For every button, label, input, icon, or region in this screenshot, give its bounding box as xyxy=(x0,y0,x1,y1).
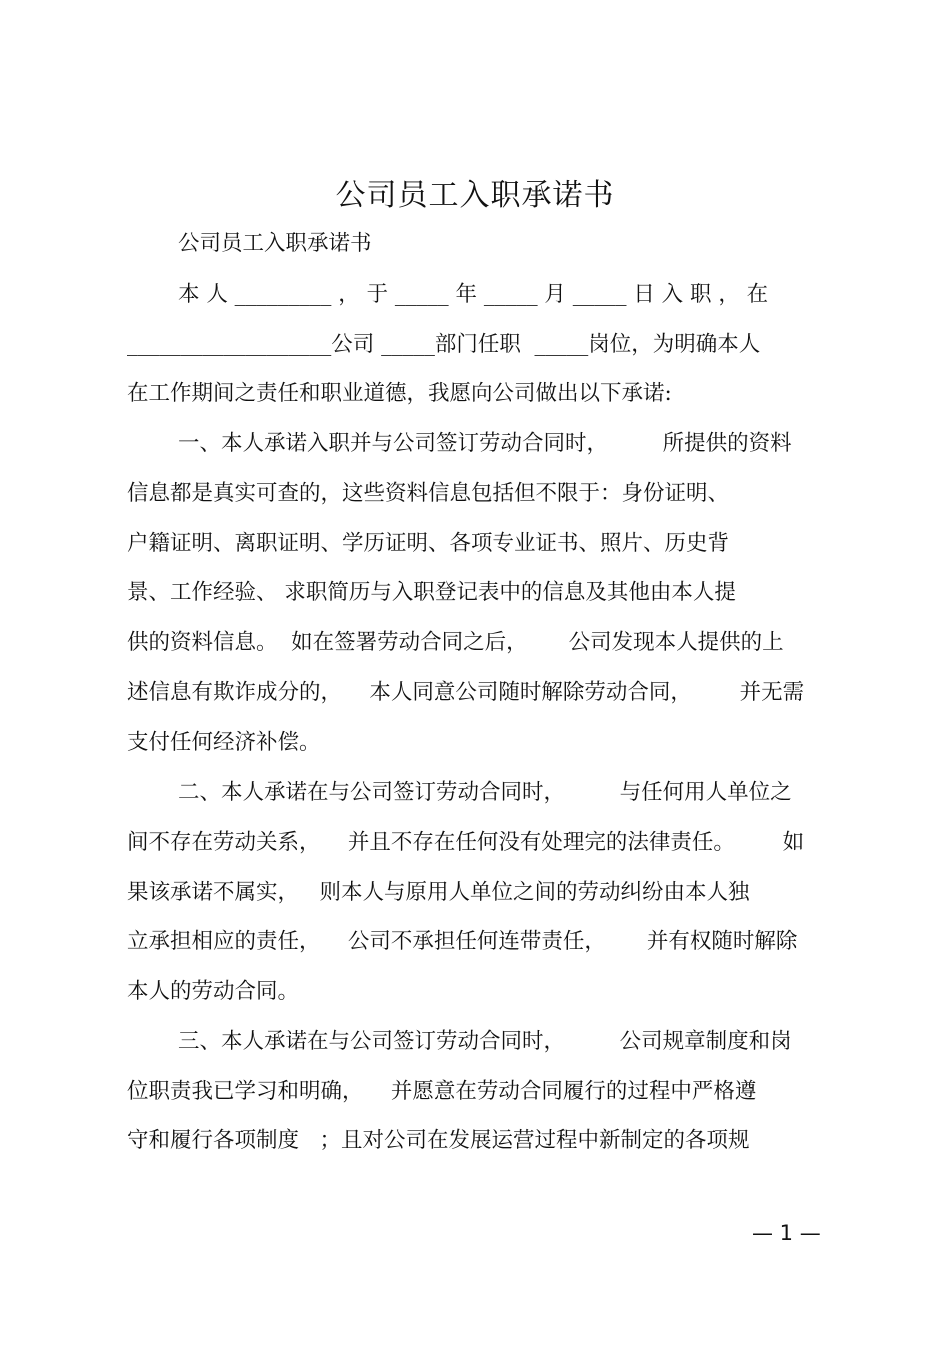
body-line: 在工作期间之责任和职业道德，我愿向公司做出以下承诺: xyxy=(127,381,672,406)
clause-2-line: 本人的劳动合同。 xyxy=(127,979,300,1004)
clause-1-line: 户籍证明、离职证明、学历证明、各项专业证书、照片、历史背 xyxy=(127,531,730,556)
clause-1-line: 景、工作经验、 求职简历与入职登记表中的信息及其他由本人提 xyxy=(127,580,736,605)
subtitle-line: 公司员工入职承诺书 xyxy=(178,231,372,256)
page-number: — 1 — xyxy=(752,1221,821,1245)
document-title: 公司员工入职承诺书 xyxy=(335,178,615,213)
clause-2-line: 间不存在劳动关系， 并且不存在任何没有处理完的法律责任。 如 xyxy=(127,830,805,855)
body-line: ___________________公司 _____部门任职 _____岗位，为明确本人 xyxy=(127,332,761,357)
clause-1-line: 一、本人承诺入职并与公司签订劳动合同时， 所提供的资料 xyxy=(178,431,792,456)
clause-3-line: 位职责我已学习和明确， 并愿意在劳动合同履行的过程中严格遵 xyxy=(127,1079,757,1104)
clause-2-line: 立承担相应的责任， 公司不承担任何连带责任， 并有权随时解除 xyxy=(127,929,798,954)
clause-1-line: 支付任何经济补偿。 xyxy=(127,730,321,755)
clause-1-line: 信息都是真实可查的，这些资料信息包括但不限于：身份证明、 xyxy=(127,481,730,506)
clause-2-line: 二、本人承诺在与公司签订劳动合同时， 与任何用人单位之 xyxy=(178,780,792,805)
clause-1-line: 述信息有欺诈成分的， 本人同意公司随时解除劳动合同， 并无需 xyxy=(127,680,805,705)
clause-2-line: 果该承诺不属实， 则本人与原用人单位之间的劳动纠纷由本人独 xyxy=(127,880,750,905)
clause-3-line: 三、本人承诺在与公司签订劳动合同时， 公司规章制度和岗 xyxy=(178,1029,792,1054)
clause-1-line: 供的资料信息。 如在签署劳动合同之后， 公司发现本人提供的上 xyxy=(127,630,784,655)
body-line: 本 人 _________ ， 于 _____ 年 _____ 月 _____ 日 入 职 ， 在 xyxy=(178,282,769,307)
clause-3-line: 守和履行各项制度 ；且对公司在发展运营过程中新制定的各项规 xyxy=(127,1128,750,1153)
